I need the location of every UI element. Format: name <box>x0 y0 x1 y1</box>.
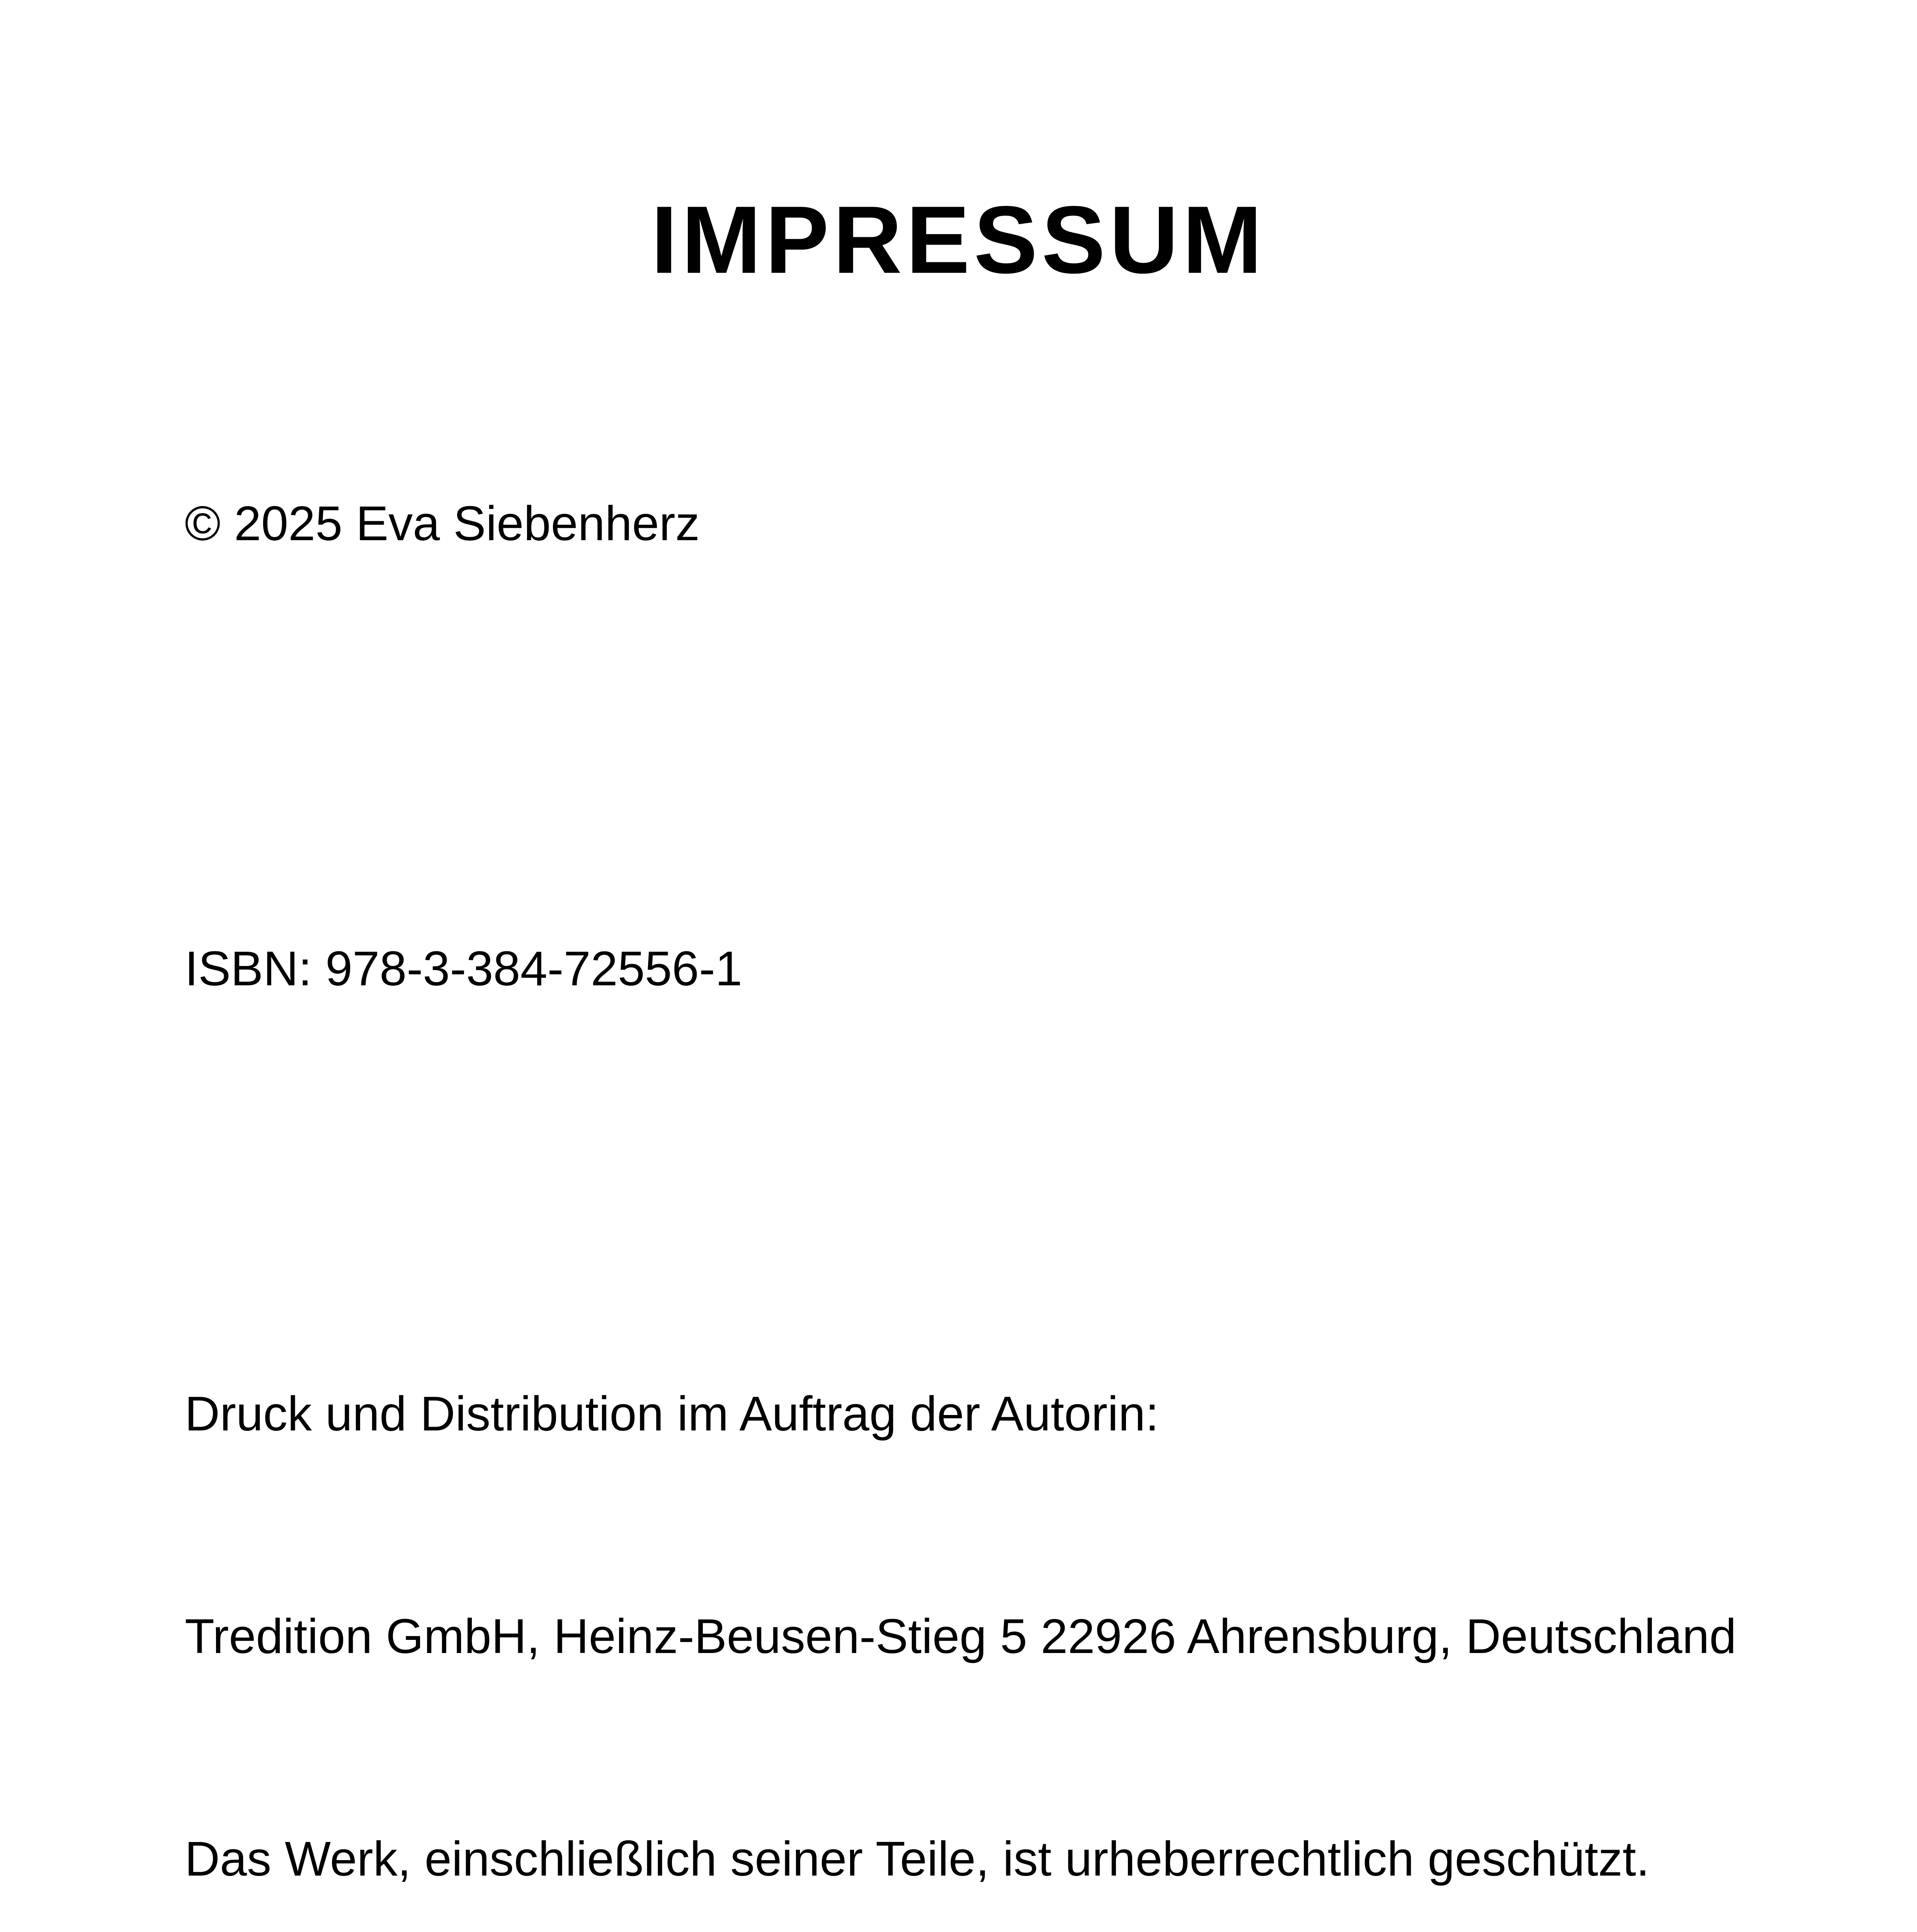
spacer <box>185 1154 1846 1228</box>
imprint-body <box>185 338 1846 1932</box>
isbn-line: ISBN: 978-3-384-72556-1 <box>185 941 742 996</box>
publisher-intro: Druck und Distribution im Auftrag der Autorin: <box>185 1386 1159 1441</box>
spacer <box>185 709 1846 783</box>
copyright-line: © 2025 Eva Siebenherz <box>185 496 700 551</box>
page-title: IMPRESSUM <box>651 186 1266 293</box>
copyright-notice: Das Werk, einschließlich seiner Teile, ist urheberrechtlich geschützt. <box>185 1832 1650 1886</box>
publisher-address: Tredition GmbH, Heinz-Beusen-Stieg 5 22926 Ahrensburg, Deutschland <box>185 1609 1737 1663</box>
